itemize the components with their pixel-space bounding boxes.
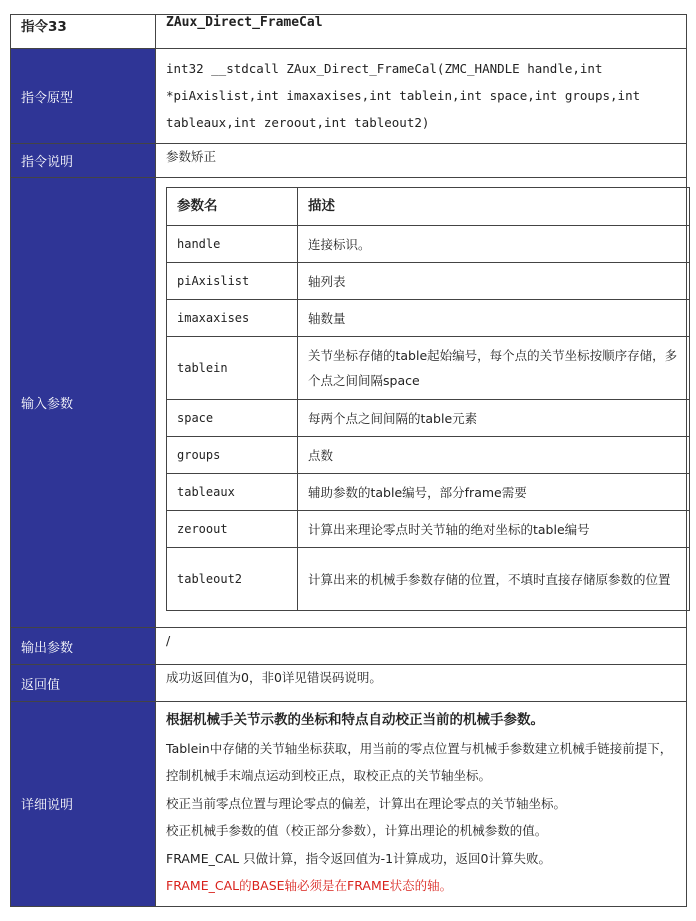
param-name: zeroout — [167, 511, 298, 548]
prototype-row — [11, 49, 687, 144]
detail-title: 根据机械手关节示教的坐标和特点自动校正当前的机械手参数。 — [166, 712, 544, 728]
output-row — [11, 628, 687, 665]
param-row — [167, 474, 690, 511]
param-header-row — [167, 188, 690, 226]
param-desc: 计算出来理论零点时关节轴的绝对坐标的table编号 — [298, 511, 690, 548]
param-desc: 轴列表 — [298, 263, 690, 300]
detail-label: 详细说明 — [11, 702, 156, 907]
input-row — [11, 178, 687, 628]
return-label: 返回值 — [11, 665, 156, 702]
output-value: / — [156, 628, 687, 665]
param-row — [167, 437, 690, 474]
detail-note: FRAME_CAL的BASE轴必须是在FRAME状态的轴。 — [166, 878, 453, 893]
description-row — [11, 144, 687, 178]
detail-cell — [156, 702, 687, 907]
detail-line: 校正机械手参数的值（校正部分参数），计算出理论的机械参数的值。 — [166, 823, 548, 838]
param-desc: 计算出来的机械手参数存储的位置，不填时直接存储原参数的位置 — [298, 548, 690, 611]
param-row — [167, 400, 690, 437]
param-desc: 连接标识。 — [298, 226, 690, 263]
detail-line: FRAME_CAL 只做计算，指令返回值为-1计算成功，返回0计算失败。 — [166, 850, 551, 866]
return-row — [11, 665, 687, 702]
detail-line: 校正当前零点位置与理论零点的偏差，计算出在理论零点的关节轴坐标。 — [166, 795, 567, 811]
api-table — [10, 14, 687, 907]
param-name: tableout2 — [167, 548, 298, 611]
param-desc: 辅助参数的table编号，部分frame需要 — [298, 474, 690, 511]
param-row — [167, 511, 690, 548]
param-row — [167, 226, 690, 263]
return-value: 成功返回值为0，非0详见错误码说明。 — [156, 665, 687, 702]
detail-lines — [166, 735, 676, 873]
input-cell — [156, 178, 687, 628]
param-name: handle — [167, 226, 298, 263]
param-row — [167, 300, 690, 337]
header-value: ZAux_Direct_FrameCal — [156, 15, 687, 49]
param-name-header: 参数名 — [167, 188, 298, 226]
header-label: 指令33 — [11, 15, 156, 49]
param-row — [167, 337, 690, 400]
description-label: 指令说明 — [11, 144, 156, 178]
header-row — [11, 15, 687, 49]
param-name: tablein — [167, 337, 298, 400]
param-desc: 点数 — [298, 437, 690, 474]
param-name: space — [167, 400, 298, 437]
param-name: piAxislist — [167, 263, 298, 300]
prototype-value: int32 __stdcall ZAux_Direct_FrameCal(ZMC_HANDLE handle,int *piAxislist,int imaxaxises,int tablein,int space,int groups,int tableaux,int zeroout,int tableout2) — [156, 49, 687, 144]
param-row — [167, 548, 690, 611]
api-doc-card — [10, 14, 687, 907]
param-desc: 每两个点之间间隔的table元素 — [298, 400, 690, 437]
output-label: 输出参数 — [11, 628, 156, 665]
prototype-label: 指令原型 — [11, 49, 156, 144]
param-desc-header: 描述 — [298, 188, 690, 226]
param-name: tableaux — [167, 474, 298, 511]
param-desc: 轴数量 — [298, 300, 690, 337]
detail-row — [11, 702, 687, 907]
param-name: groups — [167, 437, 298, 474]
param-desc: 关节坐标存储的table起始编号，每个点的关节坐标按顺序存储，多个点之间间隔space — [298, 337, 690, 400]
param-row — [167, 263, 690, 300]
input-label: 输入参数 — [11, 178, 156, 628]
description-value: 参数矫正 — [156, 144, 687, 178]
param-table — [166, 187, 690, 611]
param-name: imaxaxises — [167, 300, 298, 337]
detail-line: Tablein中存储的关节轴坐标获取，用当前的零点位置与机械手参数建立机械手链接前提下，控制机械手末端点运动到校正点，取校正点的关节轴坐标。 — [166, 740, 673, 783]
